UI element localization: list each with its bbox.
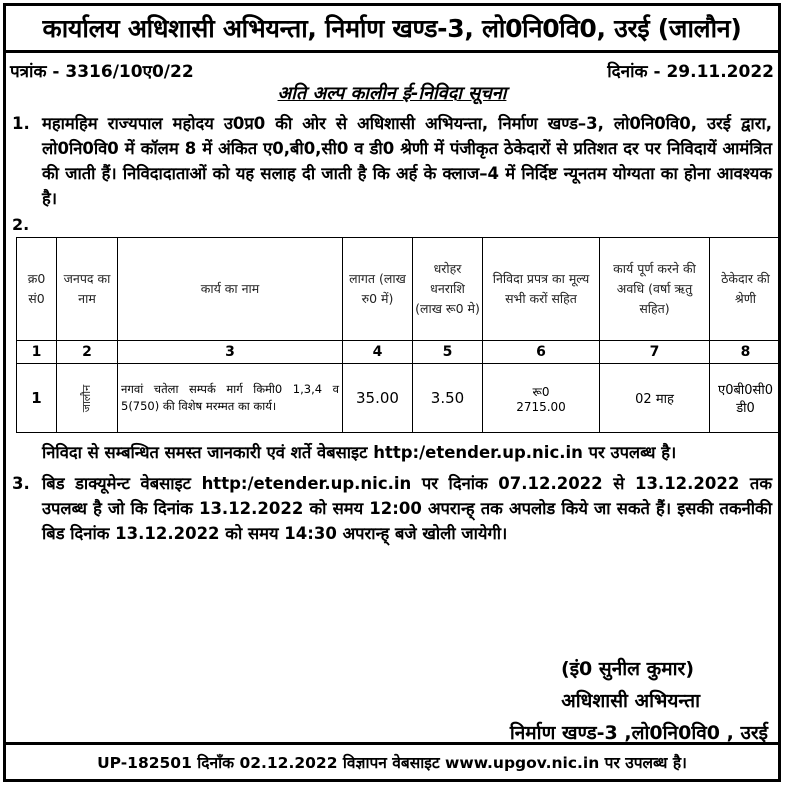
cell-serial: 1	[17, 364, 57, 433]
paragraph-3	[6, 471, 778, 546]
cell-category	[710, 364, 782, 433]
footer-text: UP-182501 दिनाँक 02.12.2022 विज्ञापन वेबसाइट www.upgov.nic.in पर उपलब्ध है।	[97, 754, 687, 772]
paragraph-1	[6, 111, 778, 211]
paragraph-3-text: बिड डाक्यूमेन्ट वेबसाइट http:/etender.up.nic.in पर दिनांक 07.12.2022 से 13.12.2022 तक उपलब्ध है जो कि दिनांक 13.12.2022 को समय 12:00 अपरान्ह् तक अपलोड किये जा सकते हैं। इसकी तकनीकी बिड दिनांक 13.12.2022 को समय 14:30 अपरान्ह् बजे खोली जायेगी।	[42, 474, 772, 543]
footer-bar	[6, 742, 778, 779]
form-price-prefix: रू0	[532, 384, 550, 399]
signatory-designation: अधिशासी अभियन्ता	[561, 690, 700, 712]
tender-table	[16, 237, 781, 433]
column-number: 5	[413, 341, 483, 364]
header-form-price: निविदा प्रपत्र का मूल्य सभी करों सहित	[483, 238, 600, 341]
column-number: 6	[483, 341, 600, 364]
reference-row	[6, 53, 778, 83]
cell-deposit: 3.50	[413, 364, 483, 433]
signatory-name: (इं0 सुनील कुमार)	[561, 658, 694, 680]
header-work-name: कार्य का नाम	[118, 238, 343, 341]
header-district: जनपद का नाम	[57, 238, 118, 341]
table-row	[17, 364, 782, 433]
signatory-office: निर्माण खण्ड-3 ,लो0नि0वि0 , उरई	[509, 722, 768, 744]
cell-duration: 02 माह	[600, 364, 710, 433]
column-number-row	[17, 341, 782, 364]
cell-work-name: नगवां चतेला सम्पर्क मार्ग किमी0 1,3,4 व 5(750) की विशेष मरम्मत का कार्य।	[118, 364, 343, 433]
letter-date: दिनांक - 29.11.2022	[607, 62, 774, 82]
category-line-1: ए0बी0सी0	[718, 383, 773, 398]
form-price-value: 2715.00	[516, 399, 566, 414]
header-deposit: धरोहर धनराशि (लाख रू0 मे)	[413, 238, 483, 341]
paragraph-1-number: 1.	[12, 114, 30, 133]
website-info: निविदा से सम्बन्धित समस्त जानकारी एवं शर्ते वेबसाइट http:/etender.up.nic.in पर उपलब्ध है।	[42, 443, 677, 462]
column-number: 3	[118, 341, 343, 364]
office-header	[6, 6, 778, 53]
paragraph-2-number: 2.	[12, 215, 30, 234]
category-line-2: डी0	[736, 401, 755, 416]
letter-number: पत्रांक - 3316/10ए0/22	[10, 62, 194, 82]
header-duration: कार्य पूर्ण करने की अवधि (वर्षा ऋतु सहित)	[600, 238, 710, 341]
table-header-row	[17, 238, 782, 341]
notice-frame	[3, 3, 781, 782]
column-number: 4	[343, 341, 413, 364]
header-cost: लागत (लाख रु0 में)	[343, 238, 413, 341]
notice-title: अति अल्प कालीन ई-निविदा सूचना	[277, 83, 507, 104]
column-number: 7	[600, 341, 710, 364]
paragraph-3-number: 3.	[12, 474, 30, 493]
cell-cost: 35.00	[343, 364, 413, 433]
header-serial: क्र0 सं0	[17, 238, 57, 341]
column-number: 1	[17, 341, 57, 364]
column-number: 8	[710, 341, 782, 364]
cell-district	[57, 364, 118, 433]
paragraph-1-text: महामहिम राज्यपाल महोदय उ0प्र0 की ओर से अधिशासी अभियन्ता, निर्माण खण्ड–3, लो0नि0वि0, उरई द्वारा, लो0नि0वि0 में कॉलम 8 में अंकित ए0,बी0,सी0 व डी0 श्रेणी में पंजीकृत ठेकेदारों से प्रतिशत दर पर निविदायें आमंत्रित की जाती हैं। निविदादाताओं को यह सलाह दी जाती है कि अर्ह के क्लाज–4 में निर्दिष्ट न्यूनतम योग्यता का होना आवश्यक है।	[42, 114, 772, 208]
district-name: जालौन	[80, 384, 94, 412]
column-number: 2	[57, 341, 118, 364]
cell-form-price	[483, 364, 600, 433]
header-category: ठेकेदार की श्रेणी	[710, 238, 782, 341]
office-title: कार्यालय अधिशासी अभियन्ता, निर्माण खण्ड-3, लो0नि0वि0, उरई (जालौन)	[42, 14, 742, 43]
